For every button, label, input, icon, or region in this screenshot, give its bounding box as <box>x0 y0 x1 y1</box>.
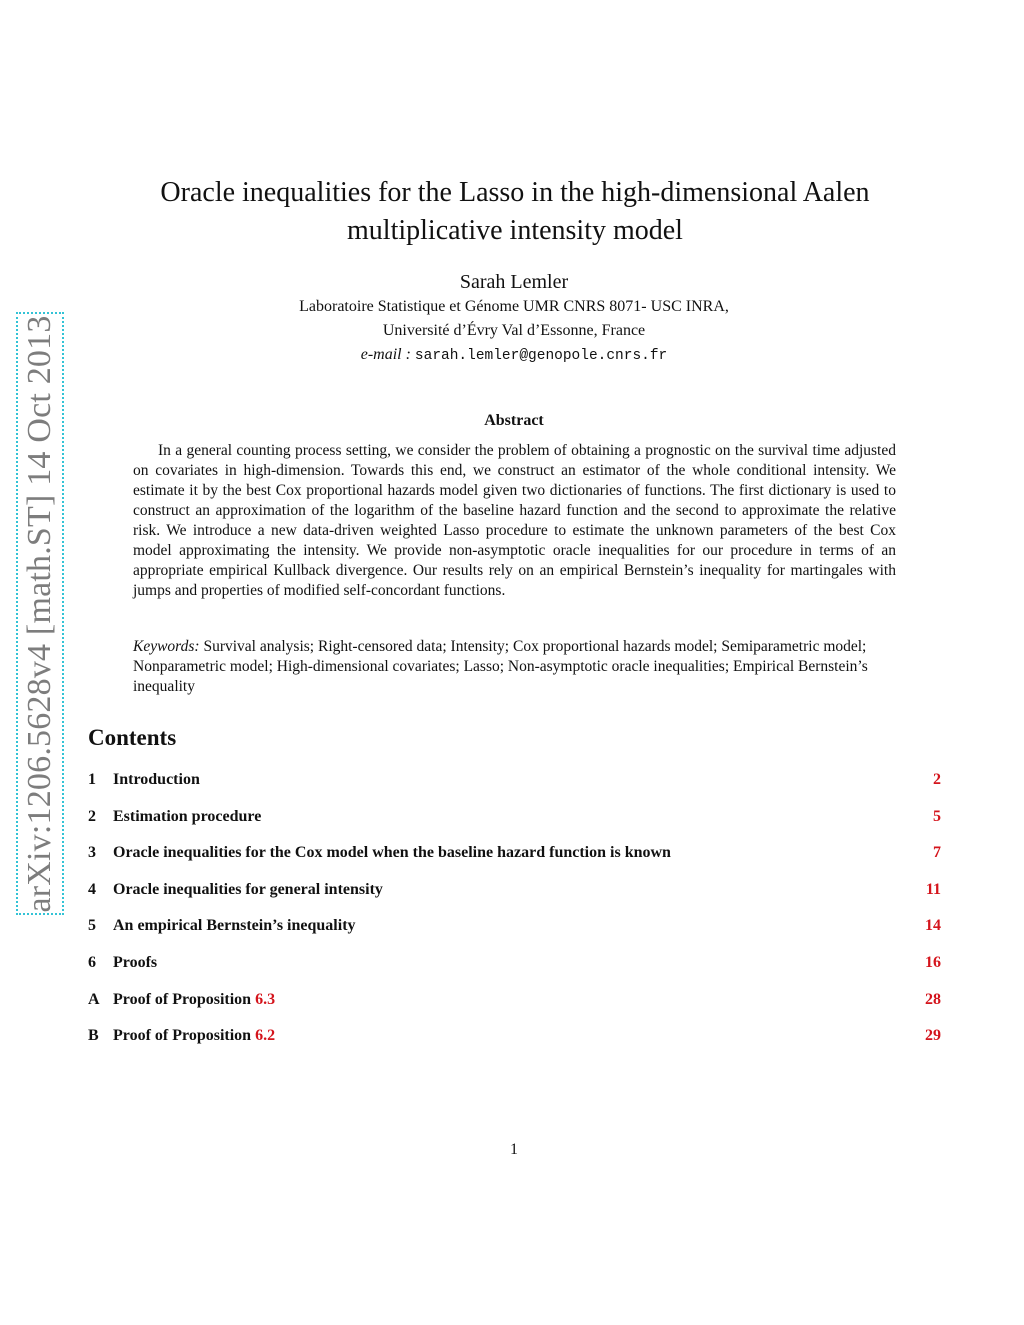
toc-entry-estimation-procedure[interactable] <box>88 803 941 840</box>
keywords-label: Keywords: <box>133 638 200 655</box>
toc-entry-oracle-general-intensity[interactable] <box>88 876 941 913</box>
toc-entry-appendix-b[interactable] <box>88 1022 941 1059</box>
toc-entry-ref-link[interactable]: 6.2 <box>255 1027 276 1045</box>
toc-entry-title: An empirical Bernstein’s inequality <box>113 917 356 935</box>
toc-entry-title: Estimation procedure <box>113 807 262 825</box>
toc-entry-number: A <box>88 990 100 1008</box>
toc-entry-title: Proof of Proposition <box>113 990 256 1008</box>
toc-entry-appendix-a[interactable] <box>88 986 941 1023</box>
toc-entry-page[interactable]: 29 <box>925 1027 941 1045</box>
arxiv-stamp[interactable] <box>16 312 64 915</box>
email-line <box>0 346 1024 364</box>
toc-entry-title: Introduction <box>113 771 200 788</box>
toc-entry-number: B <box>88 1027 99 1045</box>
toc-entry-introduction[interactable] <box>88 766 941 803</box>
toc-entry-number: 2 <box>88 807 96 825</box>
toc-entry-bernstein-inequality[interactable] <box>88 912 941 949</box>
page-number: 1 <box>510 1141 518 1158</box>
toc-entry-number: 5 <box>88 917 96 935</box>
paper-title: Oracle inequalities for the Lasso in the high-dimensional Aalen multiplicative intensity model <box>160 177 870 246</box>
toc-entry-title: Oracle inequalities for the Cox model when the baseline hazard function is known <box>113 844 671 862</box>
toc-entry-title: Proofs <box>113 953 158 971</box>
toc-entry-ref-link[interactable]: 6.3 <box>255 990 276 1008</box>
contents-heading: Contents <box>88 725 177 750</box>
toc-entry-page[interactable]: 16 <box>925 953 941 971</box>
author-name: Sarah Lemler <box>459 271 569 293</box>
keywords <box>133 637 896 697</box>
toc-entry-page[interactable]: 28 <box>925 990 941 1008</box>
keywords-text: Survival analysis; Right-censored data; Intensity; Cox proportional hazards model; Semiparametric model; Nonparametric model; High-dimensional covariates; Lasso; Non-asymptotic oracle inequalities; Empirical Bernstein’s inequality <box>133 638 868 695</box>
toc-entry-page[interactable]: 14 <box>925 917 941 935</box>
arxiv-stamp-text: arXiv:1206.5628v4 [math.ST] 14 Oct 2013 <box>21 314 58 913</box>
email-address[interactable]: sarah.lemler@genopole.cnrs.fr <box>414 348 668 364</box>
affiliation-line-2: Université d’Évry Val d’Essonne, France <box>382 322 646 339</box>
toc-entry-proofs[interactable] <box>88 949 941 986</box>
toc-entry-title: Oracle inequalities for general intensity <box>113 880 383 898</box>
email-label: e-mail : <box>360 346 411 363</box>
abstract-text: In a general counting process setting, we consider the problem of obtaining a prognostic on the survival time adjusted on covariates in high-dimension. Towards this end, we construct an estimator of the whole conditional intensity. We estimate it by the best Cox proportional hazards model given two dictionaries of functions. The first dictionary is used to construct an approximation of the logarithm of the baseline hazard function and the second to approximate the relative risk. We introduce a new data-driven weighted Lasso procedure to estimate the unknown parameters of the best Cox model approximating the intensity. We provide non-asymptotic oracle inequalities for our procedure in terms of an appropriate empirical Kullback divergence. Our results rely on an empirical Bernstein’s inequality for martingales with jumps and properties of modified self-concordant functions. <box>133 442 896 599</box>
toc-entry-page[interactable]: 5 <box>933 807 941 825</box>
table-of-contents <box>88 766 941 1059</box>
toc-entry-number: 6 <box>88 953 96 971</box>
toc-entry-page[interactable]: 7 <box>933 844 941 862</box>
toc-entry-number: 3 <box>88 844 96 862</box>
toc-entry-page[interactable]: 11 <box>925 880 941 898</box>
toc-entry-title: Proof of Proposition <box>113 1027 256 1045</box>
toc-entry-number: 1 <box>88 771 96 788</box>
toc-entry-oracle-cox-model[interactable] <box>88 839 941 876</box>
toc-entry-page[interactable]: 2 <box>933 771 941 788</box>
affiliation-line-1: Laboratoire Statistique et Génome UMR CNRS 8071- USC INRA, <box>299 298 729 315</box>
toc-entry-number: 4 <box>88 880 96 898</box>
abstract-heading: Abstract <box>484 412 544 429</box>
